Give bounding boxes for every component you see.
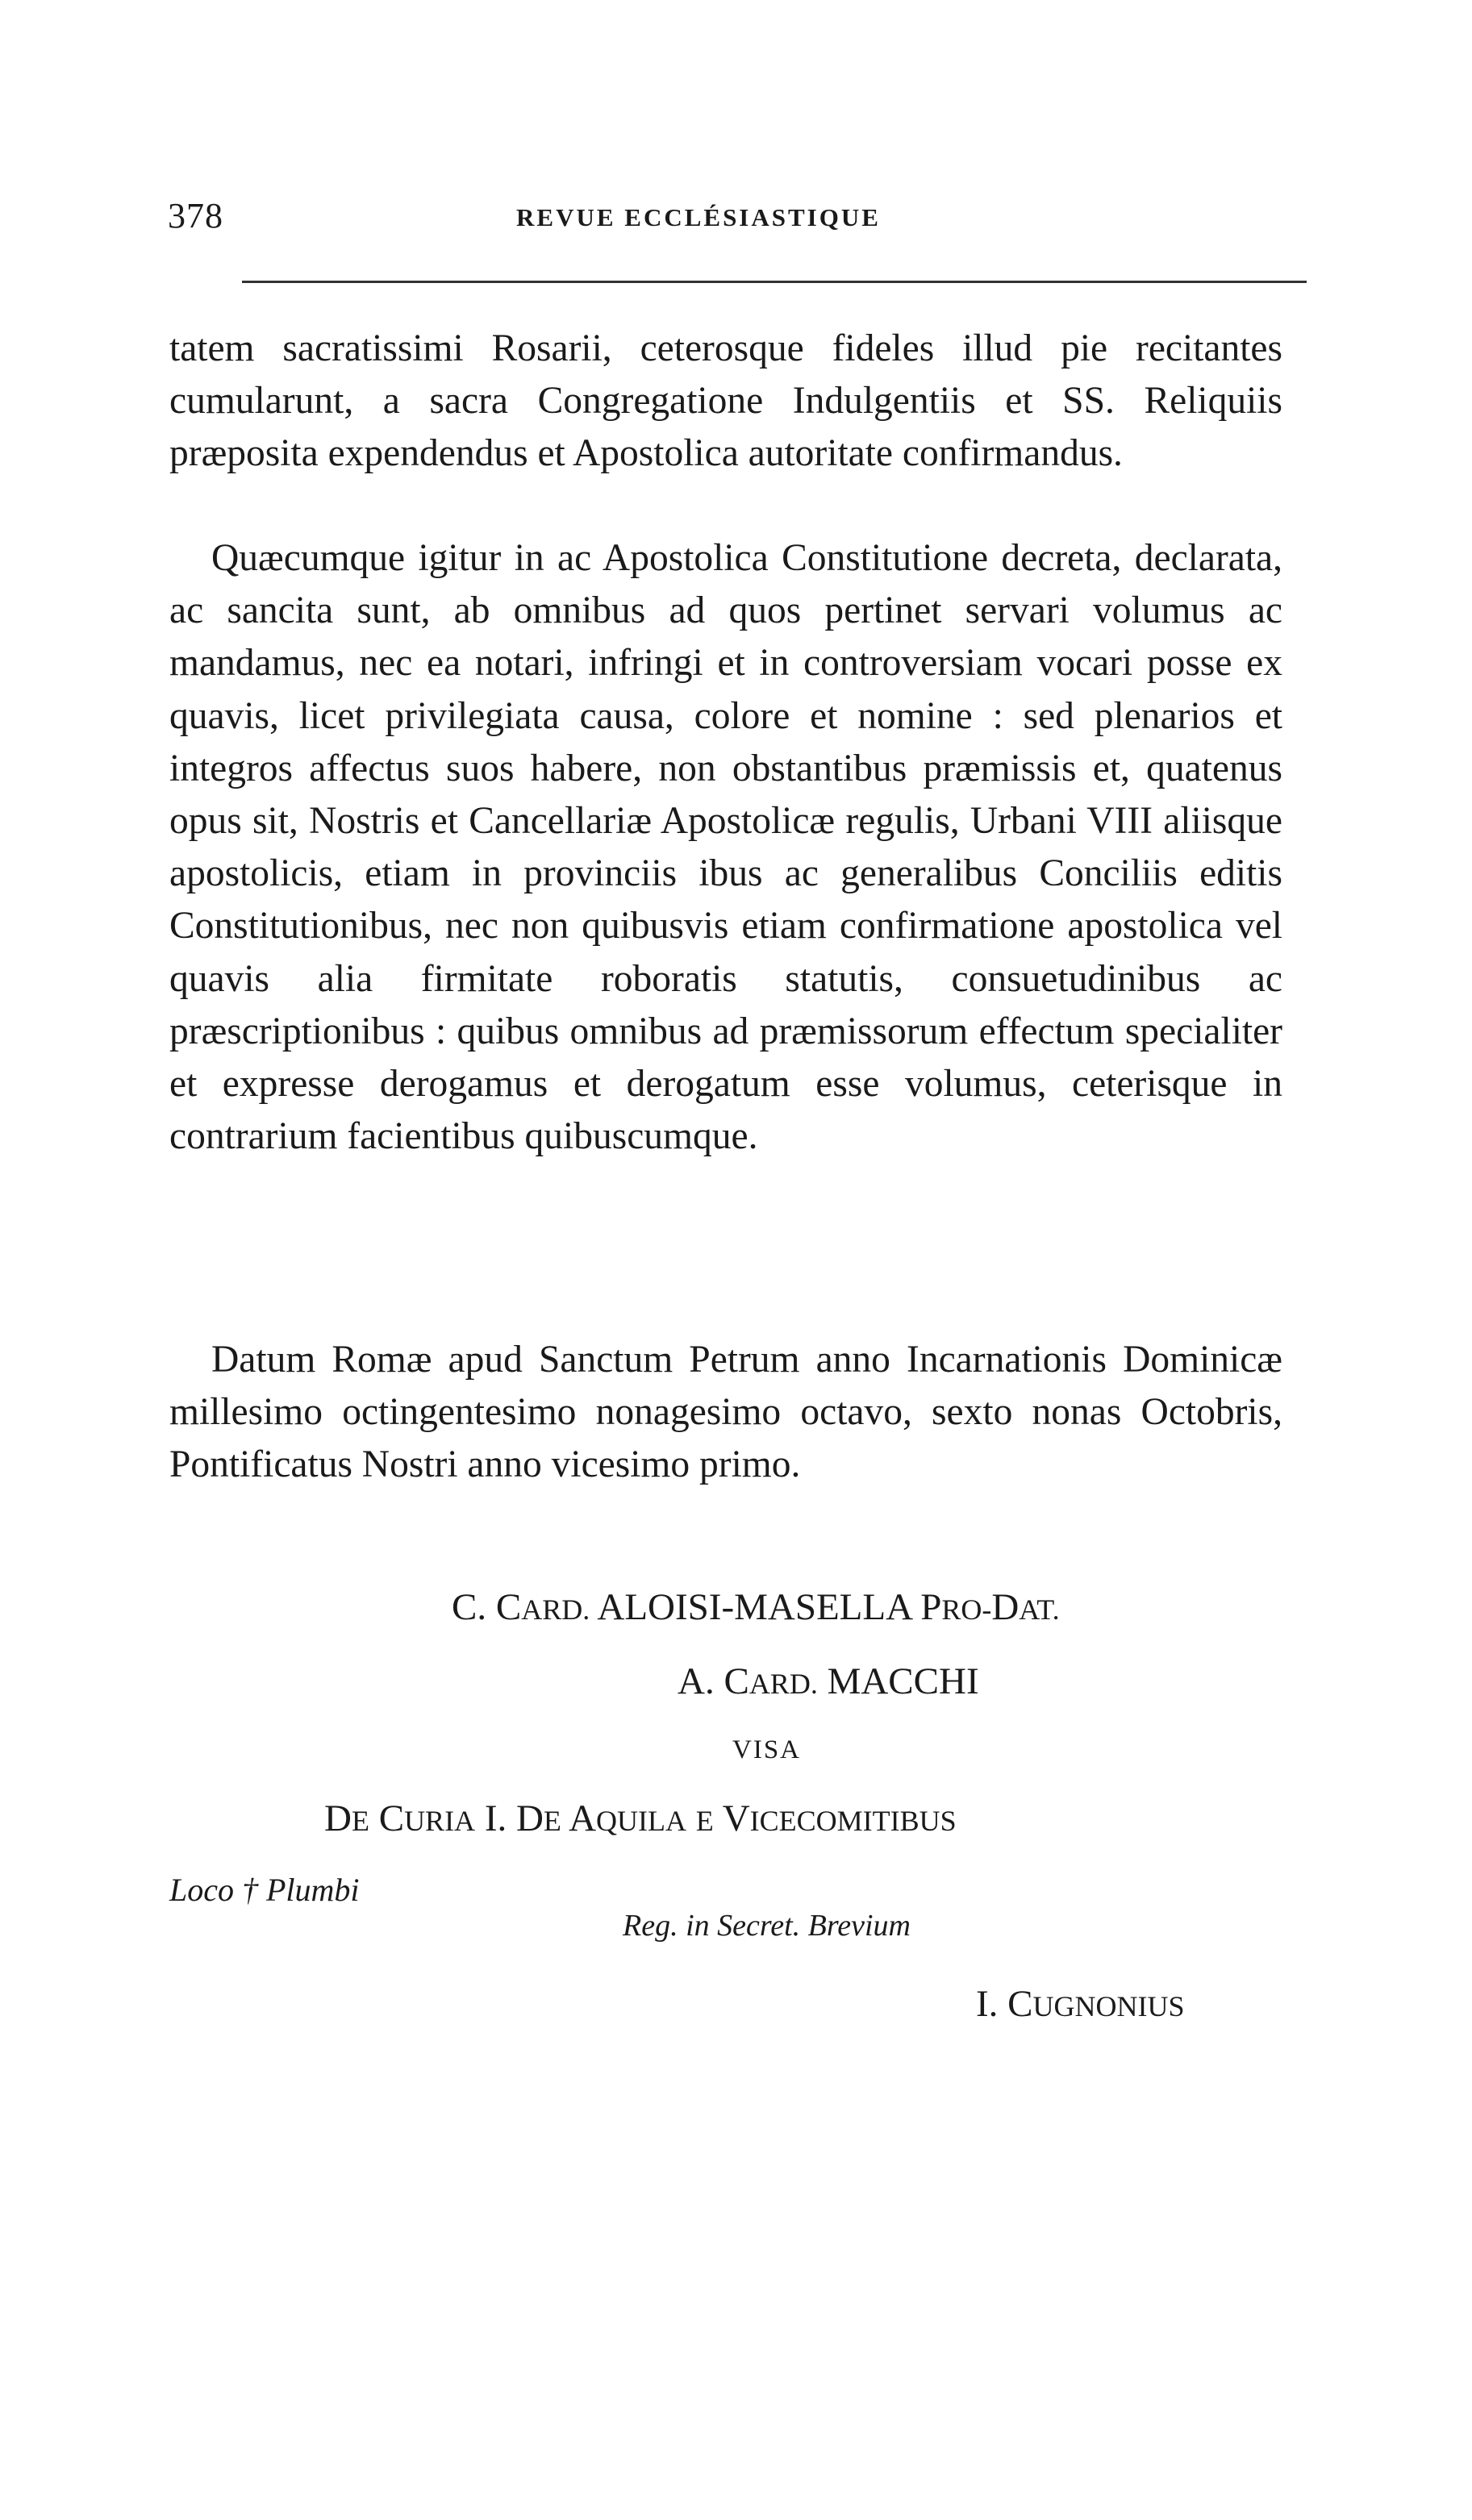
page-number: 378 <box>168 196 223 235</box>
header-rule <box>242 281 1307 283</box>
running-head: REVUE ECCLÉSIASTIQUE <box>516 203 881 231</box>
paragraph-continuation: tatem sacratissimi Rosarii, ceterosque fideles illud pie recitantes cumularunt, a sacra Congregatione Indulgentiis et SS. Reliquiis præposita expendendus et Apostolica autoritate confirmandus. <box>169 327 1282 475</box>
text-block-main <box>169 532 1282 1163</box>
signature-aloisi-masella: C. CARD. ALOISI-MASELLA PRO-DAT. <box>452 1586 1060 1628</box>
seal-note: Loco † Plumbi <box>169 1872 360 1908</box>
signatory-name: CUGNONIUS <box>1007 1983 1185 2025</box>
signature-cugnonius: I. CUGNONIUS <box>976 1983 1185 2025</box>
signature-de-aquila: DE CURIA I. DE AQUILA E VICECOMITIBUS <box>324 1797 957 1839</box>
text-block-continuation <box>169 323 1282 481</box>
text-block-dating <box>169 1334 1282 1492</box>
title-card: CARD. <box>723 1660 818 1702</box>
paragraph-derogation: Quæcumque igitur in ac Apostolica Constitutione decreta, declarata, ac sancita sunt, ab omnibus ad quos pertinet servari volumus ac mandamus, nec ea notari, infringi et in controversiam vocari posse ex quavis, licet privilegiata causa, colore et nomine : sed plenarios et integros affectus suos habere, non obstantibus præmissis et, quatenus opus sit, Nostris et Cancellariæ Apostolicæ regulis, Urbani VIII aliisque apostolicis, etiam in provinciis ibus ac generalibus Conciliis editis Constitutionibus, nec non quibusvis etiam confirmatione apostolica vel quavis alia firmitate roboratis statutis, consuetudinibus ac præscriptionibus : quibus omnibus ad præmissorum effectum specialiter et expresse derogamus et derogatum esse volumus, ceterisque in contrarium facientibus quibuscumque. <box>169 537 1282 1158</box>
signature-macchi: A. CARD. MACCHI <box>678 1660 979 1702</box>
signatory-name: ALOISI-MASELLA <box>597 1586 911 1628</box>
visa-label: VISA <box>732 1735 802 1764</box>
title-card: CARD. <box>495 1586 590 1628</box>
signatory-name: MACCHI <box>827 1660 979 1702</box>
paragraph-datum: Datum Romæ apud Sanctum Petrum anno Incarnationis Dominicæ millesimo octingentesimo nonagesimo octavo, sexto nonas Octobris, Pontificatus Nostri anno vicesimo primo. <box>169 1339 1282 1486</box>
office-pro-dat: PRO-DAT. <box>920 1586 1060 1628</box>
registry-note: Reg. in Secret. Brevium <box>623 1909 911 1943</box>
